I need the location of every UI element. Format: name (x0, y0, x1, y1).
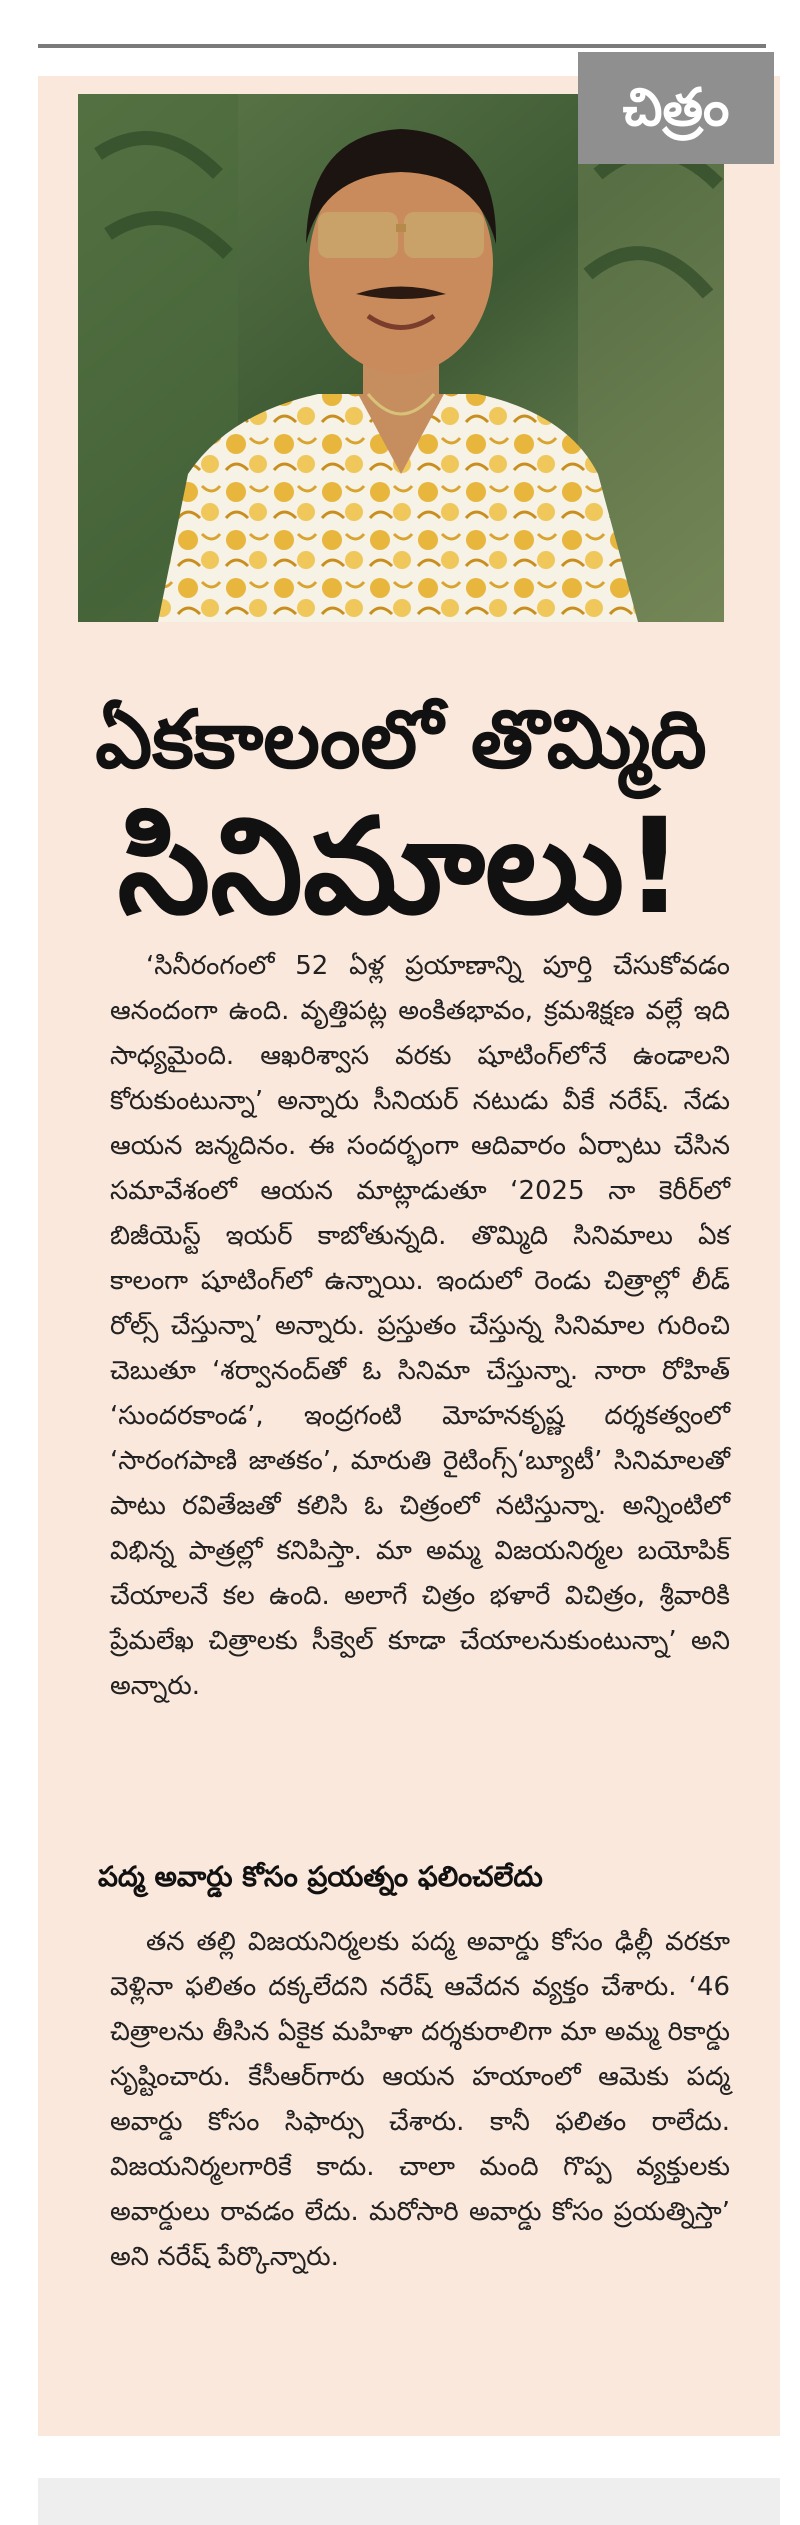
body-paragraph-1: ‘సినీరంగంలో 52 ఏళ్ల ప్రయాణాన్ని పూర్తి చేసుకోవడం ఆనందంగా ఉంది. వృత్తిపట్ల అంకితభావం, క్రమశిక్షణ వల్లే ఇది సాధ్యమైంది. ఆఖరిశ్వాస వరకు షూటింగ్‌లోనే ఉండాలని కోరుకుంటున్నా’ అన్నారు సీనియర్ నటుడు వీకే నరేష్. నేడు ఆయన జన్మదినం. ఈ సందర్భంగా ఆదివారం ఏర్పాటు చేసిన సమావేశంలో ఆయన మాట్లాడుతూ ‘2025 నా కెరీర్‌లో బిజీయెస్ట్ ఇయర్ కాబోతున్నది. తొమ్మిది సినిమాలు ఏక కాలంగా షూటింగ్‌లో ఉన్నాయి. ఇందులో రెండు చిత్రాల్లో లీడ్ రోల్స్ చేస్తున్నా’ అన్నారు. ప్రస్తుతం చేస్తున్న సినిమాల గురించి చెబుతూ ‘శర్వానంద్‌తో ఓ సినిమా చేస్తున్నా. నారా రోహిత్ ‘సుందరకాండ’, ఇంద్రగంటి మోహనకృష్ణ దర్శకత్వంలో ‘సారంగపాణి జాతకం’, మారుతి రైటింగ్స్‘బ్యూటీ’ సినిమాలతో పాటు రవితేజతో కలిసి ఓ చిత్రంలో నటిస్తున్నా. అన్నింటిలో విభిన్న పాత్రల్లో కనిపిస్తా. మా అమ్మ విజయనిర్మల బయోపిక్ చేయాలనే కల ఉంది. అలాగే చిత్రం భళారే విచిత్రం, శ్రీవారికి ప్రేమలేఖ చిత్రాలకు సీక్వెల్ కూడా చేయాలనుకుంటున్నా’ అని అన్నారు. (110, 951, 730, 1701)
person-photo-illustration (78, 94, 724, 622)
subheading: పద్మ అవార్డు కోసం ప్రయత్నం ఫలించలేదు (98, 1860, 543, 1893)
section-badge: చిత్రం (578, 52, 774, 164)
bottom-strip (38, 2478, 780, 2525)
body-paragraph-2: తన తల్లి విజయనిర్మలకు పద్మ అవార్డు కోసం ఢిల్లీ వరకూ వెళ్లినా ఫలితం దక్కలేదని నరేష్ ఆవేదన వ్యక్తం చేశారు. ‘46 చిత్రాలను తీసిన ఏకైక మహిళా దర్శకురాలిగా మా అమ్మ రికార్డు సృష్టించారు. కేసీఆర్‌గారు ఆయన హయాంలో ఆమెకు పద్మ అవార్డు కోసం సిఫార్సు చేశారు. కానీ ఫలితం రాలేదు. విజయనిర్మలగారికే కాదు. చాలా మంది గొప్ప వ్యక్తులకు అవార్డులు రావడం లేదు. మరోసారి అవార్డు కోసం ప్రయత్నిస్తా’ అని నరేష్ పేర్కొన్నారు. (110, 1927, 730, 2272)
top-rule (38, 44, 766, 48)
headline-line-1: ఏకకాలంలో తొమ్మిది (95, 693, 707, 786)
article-photo (78, 94, 724, 622)
headline-line-2: సినిమాలు! (117, 790, 685, 944)
